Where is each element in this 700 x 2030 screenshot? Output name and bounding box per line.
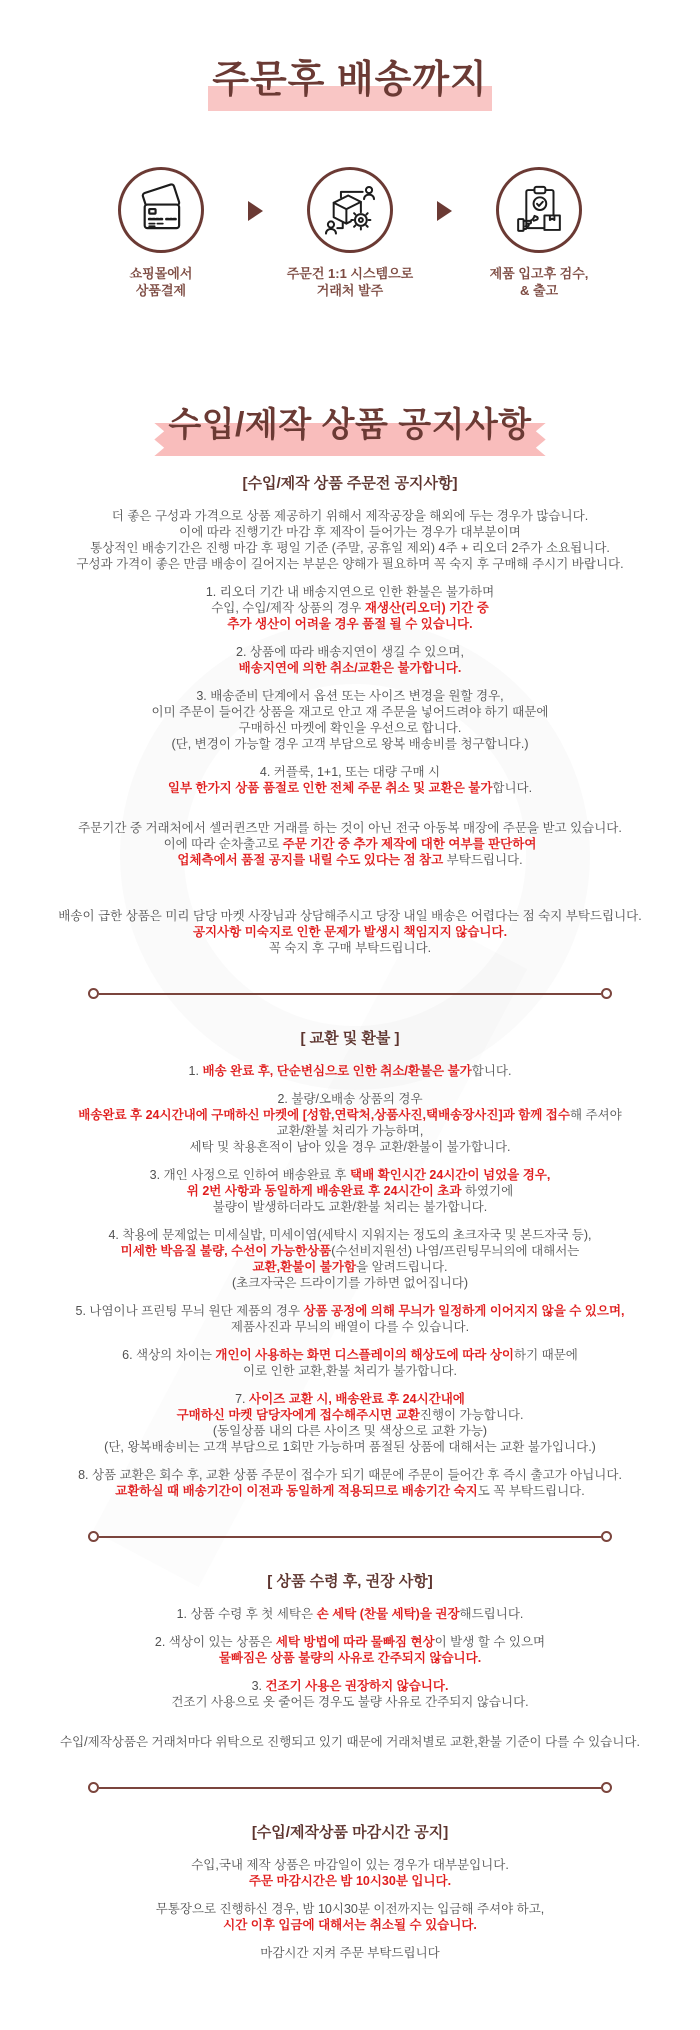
divider-line <box>99 1536 601 1538</box>
body-text: 부탁드립니다. <box>446 853 523 867</box>
text-line <box>0 908 700 924</box>
body-text: 2. 색상이 있는 상품은 <box>154 1635 276 1649</box>
text-line <box>0 1063 700 1079</box>
body-text: 교환/환불 처리가 가능하며, <box>276 1124 424 1138</box>
step-order-system <box>265 167 435 299</box>
divider-ring-icon <box>601 988 612 999</box>
body-text: 진행이 가능합니다. <box>419 1408 524 1422</box>
arrow-right-icon <box>248 201 263 221</box>
step-label-line: 쇼핑몰에서 <box>129 266 193 281</box>
notice-paragraph <box>0 1167 700 1215</box>
body-text: 더 좋은 구성과 가격으로 상품 제공하기 위해서 제작공장을 해외에 두는 경우가 많습니다. <box>111 509 589 523</box>
body-text: 통상적인 배송기간은 진행 마감 후 평일 기준 (주말, 공휴일 제외) 4주 + 리오더 2주가 소요됩니다. <box>90 541 610 555</box>
text-line <box>0 780 700 796</box>
emphasis-text: 교환하실 때 배송기간이 이전과 동일하게 적용되므로 배송기간 숙지 <box>115 1484 478 1498</box>
text-line <box>0 688 700 704</box>
text-line <box>0 820 700 836</box>
body-text: 마감시간 지켜 주문 부탁드립니다 <box>260 1946 440 1960</box>
notice-paragraph <box>0 1347 700 1379</box>
section-divider <box>88 988 612 999</box>
step-label-line: 제품 입고후 검수, <box>489 266 589 281</box>
notice-paragraph <box>0 1857 700 1889</box>
emphasis-text: 배송지연에 의한 취소/교환은 불가합니다. <box>238 661 462 675</box>
text-line <box>0 644 700 660</box>
divider-ring-icon <box>88 988 99 999</box>
text-line <box>0 556 700 572</box>
text-line <box>0 1139 700 1155</box>
text-line <box>0 600 700 616</box>
section-divider <box>88 1782 612 1793</box>
body-text: 배송이 급한 상품은 미리 담당 마켓 사장님과 상담해주시고 당장 내일 배송은 어렵다는 점 숙지 부탁드립니다. <box>58 909 642 923</box>
body-text: 7. <box>235 1392 250 1406</box>
section-divider <box>88 1531 612 1542</box>
divider-ring-icon <box>88 1531 99 1542</box>
emphasis-text: 건조기 사용은 권장하지 않습니다. <box>265 1679 449 1693</box>
divider-ring-icon <box>601 1782 612 1793</box>
text-line <box>0 1917 700 1933</box>
body-text: 하기 때문에 <box>514 1348 578 1362</box>
body-text: 합니다. <box>492 781 533 795</box>
text-line <box>0 1319 700 1335</box>
body-text: 꼭 숙지 후 구매 부탁드립니다. <box>268 941 432 955</box>
section-heading: [ 상품 수령 후, 권장 사항] <box>267 1573 433 1590</box>
text-line <box>0 1107 700 1123</box>
text-line <box>0 1634 700 1650</box>
emphasis-text: 배송완료 후 24시간내에 구매하신 마켓에 [성함,연락처,상품사진,택배송장사진]과 함께 접수 <box>78 1108 570 1122</box>
notice-paragraph <box>0 584 700 632</box>
text-line <box>0 524 700 540</box>
text-line <box>0 836 700 852</box>
body-text: 을 알려드립니다. <box>356 1260 448 1274</box>
divider-line <box>99 993 601 995</box>
body-text: 2. 상품에 따라 배송지연이 생길 수 있으며, <box>236 645 464 659</box>
notice-paragraph <box>0 1901 700 1933</box>
step-label <box>490 265 589 299</box>
section-heading: [수입/제작상품 마감시간 공지] <box>251 1824 449 1841</box>
emphasis-text: 택배 확인시간 24시간이 넘었을 경우, <box>350 1168 551 1182</box>
notice-paragraph <box>0 1606 700 1622</box>
text-line <box>0 1678 700 1694</box>
body-text: 1. 리오더 기간 내 배송지연으로 인한 환불은 불가하며 <box>205 585 495 599</box>
step-label <box>130 265 193 299</box>
text-line <box>0 1303 700 1319</box>
body-text: 구성과 가격이 좋은 만큼 배송이 길어지는 부분은 양해가 필요하며 꼭 숙지 후 구매해 주시기 바랍니다. <box>76 557 624 571</box>
step-label-line: & 출고 <box>519 283 559 298</box>
text-line <box>0 540 700 556</box>
body-text: 해 주셔야 <box>569 1108 622 1122</box>
notice-paragraph <box>0 688 700 752</box>
text-line <box>0 616 700 632</box>
emphasis-text: 재생산(리오더) 기간 중 <box>364 601 489 615</box>
body-text: (수선비지원선) 나염/프린팅무늬의에 대해서는 <box>331 1244 580 1258</box>
body-text: 하였기에 <box>464 1184 514 1198</box>
body-text: 8. 상품 교환은 회수 후, 교환 상품 주문이 접수가 되기 때문에 주문이 들어간 후 즉시 출고가 아닙니다. <box>78 1468 622 1482</box>
emphasis-text: 교환,환불이 불가함 <box>252 1260 357 1274</box>
text-line <box>0 1391 700 1407</box>
emphasis-text: 일부 한가지 상품 품절로 인한 전체 주문 취소 및 교환은 불가 <box>167 781 493 795</box>
credit-card-icon <box>132 181 190 239</box>
body-text: 1. <box>188 1064 203 1078</box>
section-heading: [수입/제작 상품 주문전 공지사항] <box>242 475 458 492</box>
text-line <box>0 1467 700 1483</box>
step-label-line: 주문건 1:1 시스템으로 <box>286 266 414 281</box>
divider-line <box>99 1787 601 1789</box>
body-text: 불량이 발생하더라도 교환/환불 처리는 불가합니다. <box>212 1200 488 1214</box>
body-text: 이로 인한 교환,환불 처리가 불가합니다. <box>242 1364 458 1378</box>
emphasis-text: 공지사항 미숙지로 인한 문제가 발생시 책임지지 않습니다. <box>192 925 508 939</box>
step-circle <box>496 167 582 253</box>
text-line <box>0 1483 700 1499</box>
body-text: 이 발생 할 수 있으며 <box>434 1635 546 1649</box>
emphasis-text: 손 세탁 (찬물 세탁)을 권장 <box>316 1607 460 1621</box>
notice-title-wrap <box>0 397 700 446</box>
text-line <box>0 1199 700 1215</box>
body-text: 수입, 수입/제작 상품의 경우 <box>211 601 365 615</box>
body-text: 4. 착용에 문제없는 미세실밥, 미세이염(세탁시 지워지는 정도의 초크자국 및 본드자국 등), <box>108 1228 592 1242</box>
text-line <box>0 736 700 752</box>
text-line <box>0 1423 700 1439</box>
body-text: 4. 커플룩, 1+1, 또는 대량 구매 시 <box>259 765 441 779</box>
body-text: 2. 불량/오배송 상품의 경우 <box>277 1092 423 1106</box>
notice-paragraph <box>0 1467 700 1499</box>
step-payment <box>76 167 246 299</box>
text-line <box>0 1363 700 1379</box>
text-line <box>0 720 700 736</box>
emphasis-text: 배송 완료 후, 단순변심으로 인한 취소/환불은 불가 <box>202 1064 472 1078</box>
text-line <box>0 1407 700 1423</box>
text-line <box>0 1123 700 1139</box>
emphasis-text: 주문 기간 중 추가 제작에 대한 여부를 판단하여 <box>282 837 537 851</box>
body-text: 이에 따라 진행기간 마감 후 제작이 들어가는 경우가 대부분이며 <box>179 525 521 539</box>
text-line <box>0 660 700 676</box>
notice-paragraph <box>0 908 700 956</box>
text-line <box>0 1439 700 1455</box>
body-text: 6. 색상의 차이는 <box>122 1348 216 1362</box>
notice-paragraph <box>0 508 700 572</box>
step-label-line: 거래처 발주 <box>316 283 384 298</box>
body-text: 수입/제작상품은 거래처마다 위탁으로 진행되고 있기 때문에 거래처별로 교환,환불 기준이 다를 수 있습니다. <box>60 1735 640 1749</box>
body-text: 이에 따라 순차출고로 <box>163 837 283 851</box>
body-text: 5. 나염이나 프린팅 무늬 원단 제품의 경우 <box>75 1304 304 1318</box>
notice-paragraph <box>0 1734 700 1750</box>
notice-paragraph <box>0 1678 700 1710</box>
notice-paragraph <box>0 1945 700 1961</box>
emphasis-text: 물빠짐은 상품 불량의 사유로 간주되지 않습니다. <box>218 1651 482 1665</box>
notice-title: 수입/제작 상품 공지사항 <box>168 397 531 446</box>
step-label-line: 상품결제 <box>135 283 187 298</box>
notice-paragraph <box>0 1303 700 1335</box>
body-text: 해드립니다. <box>459 1607 524 1621</box>
inspection-shipping-icon <box>510 181 568 239</box>
emphasis-text: 시간 이후 입금에 대해서는 취소될 수 있습니다. <box>223 1918 477 1932</box>
body-text: 3. <box>251 1679 266 1693</box>
body-text: 도 꼭 부탁드립니다. <box>477 1484 585 1498</box>
notice-paragraph <box>0 764 700 796</box>
emphasis-text: 구매하신 마켓 담당자에게 접수해주시면 교환 <box>176 1408 420 1422</box>
body-text: 합니다. <box>471 1064 512 1078</box>
text-line <box>0 584 700 600</box>
text-line <box>0 1167 700 1183</box>
step-inspection-shipping <box>454 167 624 299</box>
body-text: 구매하신 마켓에 확인을 우선으로 합니다. <box>238 721 462 735</box>
body-text: 세탁 및 착용흔적이 남아 있을 경우 교환/환불이 불가합니다. <box>189 1140 511 1154</box>
notice-body <box>0 476 700 1961</box>
text-line <box>0 1606 700 1622</box>
divider-ring-icon <box>601 1531 612 1542</box>
body-text: 건조기 사용으로 옷 줄어든 경우도 불량 사유로 간주되지 않습니다. <box>171 1695 529 1709</box>
body-text: 3. 배송준비 단계에서 옵션 또는 사이즈 변경을 원할 경우, <box>196 689 504 703</box>
body-text: 제품사진과 무늬의 배열이 다를 수 있습니다. <box>230 1320 470 1334</box>
body-text: (동일상품 내의 다른 사이즈 및 색상으로 교환 가능) <box>212 1424 488 1438</box>
emphasis-text: 주문 마감시간은 밤 10시30분 입니다. <box>248 1874 452 1888</box>
emphasis-text: 세탁 방법에 따라 물빠짐 현상 <box>275 1635 435 1649</box>
body-text: (초크자국은 드라이기를 가하면 없어집니다) <box>231 1276 469 1290</box>
text-line <box>0 852 700 868</box>
text-line <box>0 924 700 940</box>
text-line <box>0 1650 700 1666</box>
body-text: 1. 상품 수령 후 첫 세탁은 <box>176 1607 317 1621</box>
divider-ring-icon <box>88 1782 99 1793</box>
emphasis-text: 업체측에서 품절 공지를 내릴 수도 있다는 점 참고 <box>177 853 447 867</box>
body-text: (단, 왕복배송비는 고객 부담으로 1회만 가능하며 품절된 상품에 대해서는 교환 불가입니다.) <box>104 1440 596 1454</box>
emphasis-text: 위 2번 사항과 동일하게 배송완료 후 24시간이 초과 <box>186 1184 465 1198</box>
order-system-icon <box>321 181 379 239</box>
text-line <box>0 1857 700 1873</box>
notice-paragraph <box>0 1634 700 1666</box>
step-circle <box>118 167 204 253</box>
step-label <box>287 265 413 299</box>
body-text: 수입,국내 제작 상품은 마감일이 있는 경우가 대부분입니다. <box>191 1858 509 1872</box>
notice-paragraph <box>0 1091 700 1155</box>
text-line <box>0 1275 700 1291</box>
text-line <box>0 1945 700 1961</box>
text-line <box>0 1901 700 1917</box>
body-text: 주문기간 중 거래처에서 셀러퀸즈만 거래를 하는 것이 아닌 전국 아동복 매장에 주문을 받고 있습니다. <box>78 821 622 835</box>
text-line <box>0 1259 700 1275</box>
body-text: 무통장으로 진행하신 경우, 밤 10시30분 이전까지는 입금해 주셔야 하고, <box>155 1902 545 1916</box>
body-text: 3. 개인 사정으로 인하여 배송완료 후 <box>149 1168 350 1182</box>
order-process-steps <box>0 167 700 299</box>
notice-paragraph <box>0 1227 700 1291</box>
text-line <box>0 1694 700 1710</box>
text-line <box>0 1227 700 1243</box>
text-line <box>0 508 700 524</box>
notice-paragraph <box>0 820 700 868</box>
text-line <box>0 1873 700 1889</box>
step-circle <box>307 167 393 253</box>
notice-paragraph <box>0 1063 700 1079</box>
notice-paragraph <box>0 1391 700 1455</box>
emphasis-text: 개인이 사용하는 화면 디스플레이의 해상도에 따라 상이 <box>215 1348 514 1362</box>
text-line <box>0 764 700 780</box>
text-line <box>0 704 700 720</box>
arrow-right-icon <box>437 201 452 221</box>
body-text: 이미 주문이 들어간 상품을 재고로 안고 재 주문을 넣어드려야 하기 때문에 <box>151 705 549 719</box>
emphasis-text: 추가 생산이 어려울 경우 품절 될 수 있습니다. <box>227 617 473 631</box>
flow-title-wrap <box>0 48 700 103</box>
text-line <box>0 1091 700 1107</box>
emphasis-text: 미세한 박음질 불량, 수선이 가능한상품 <box>120 1244 332 1258</box>
text-line <box>0 1183 700 1199</box>
text-line <box>0 1347 700 1363</box>
emphasis-text: 사이즈 교환 시, 배송완료 후 24시간내에 <box>249 1392 465 1406</box>
text-line <box>0 940 700 956</box>
text-line <box>0 1734 700 1750</box>
body-text: (단, 변경이 가능할 경우 고객 부담으로 왕복 배송비를 청구합니다.) <box>171 737 529 751</box>
section-heading: [ 교환 및 환불 ] <box>300 1030 400 1047</box>
flow-title: 주문후 배송까지 <box>212 48 488 103</box>
text-line <box>0 1243 700 1259</box>
emphasis-text: 상품 공정에 의해 무늬가 일정하게 이어지지 않을 수 있으며, <box>303 1304 625 1318</box>
notice-paragraph <box>0 644 700 676</box>
